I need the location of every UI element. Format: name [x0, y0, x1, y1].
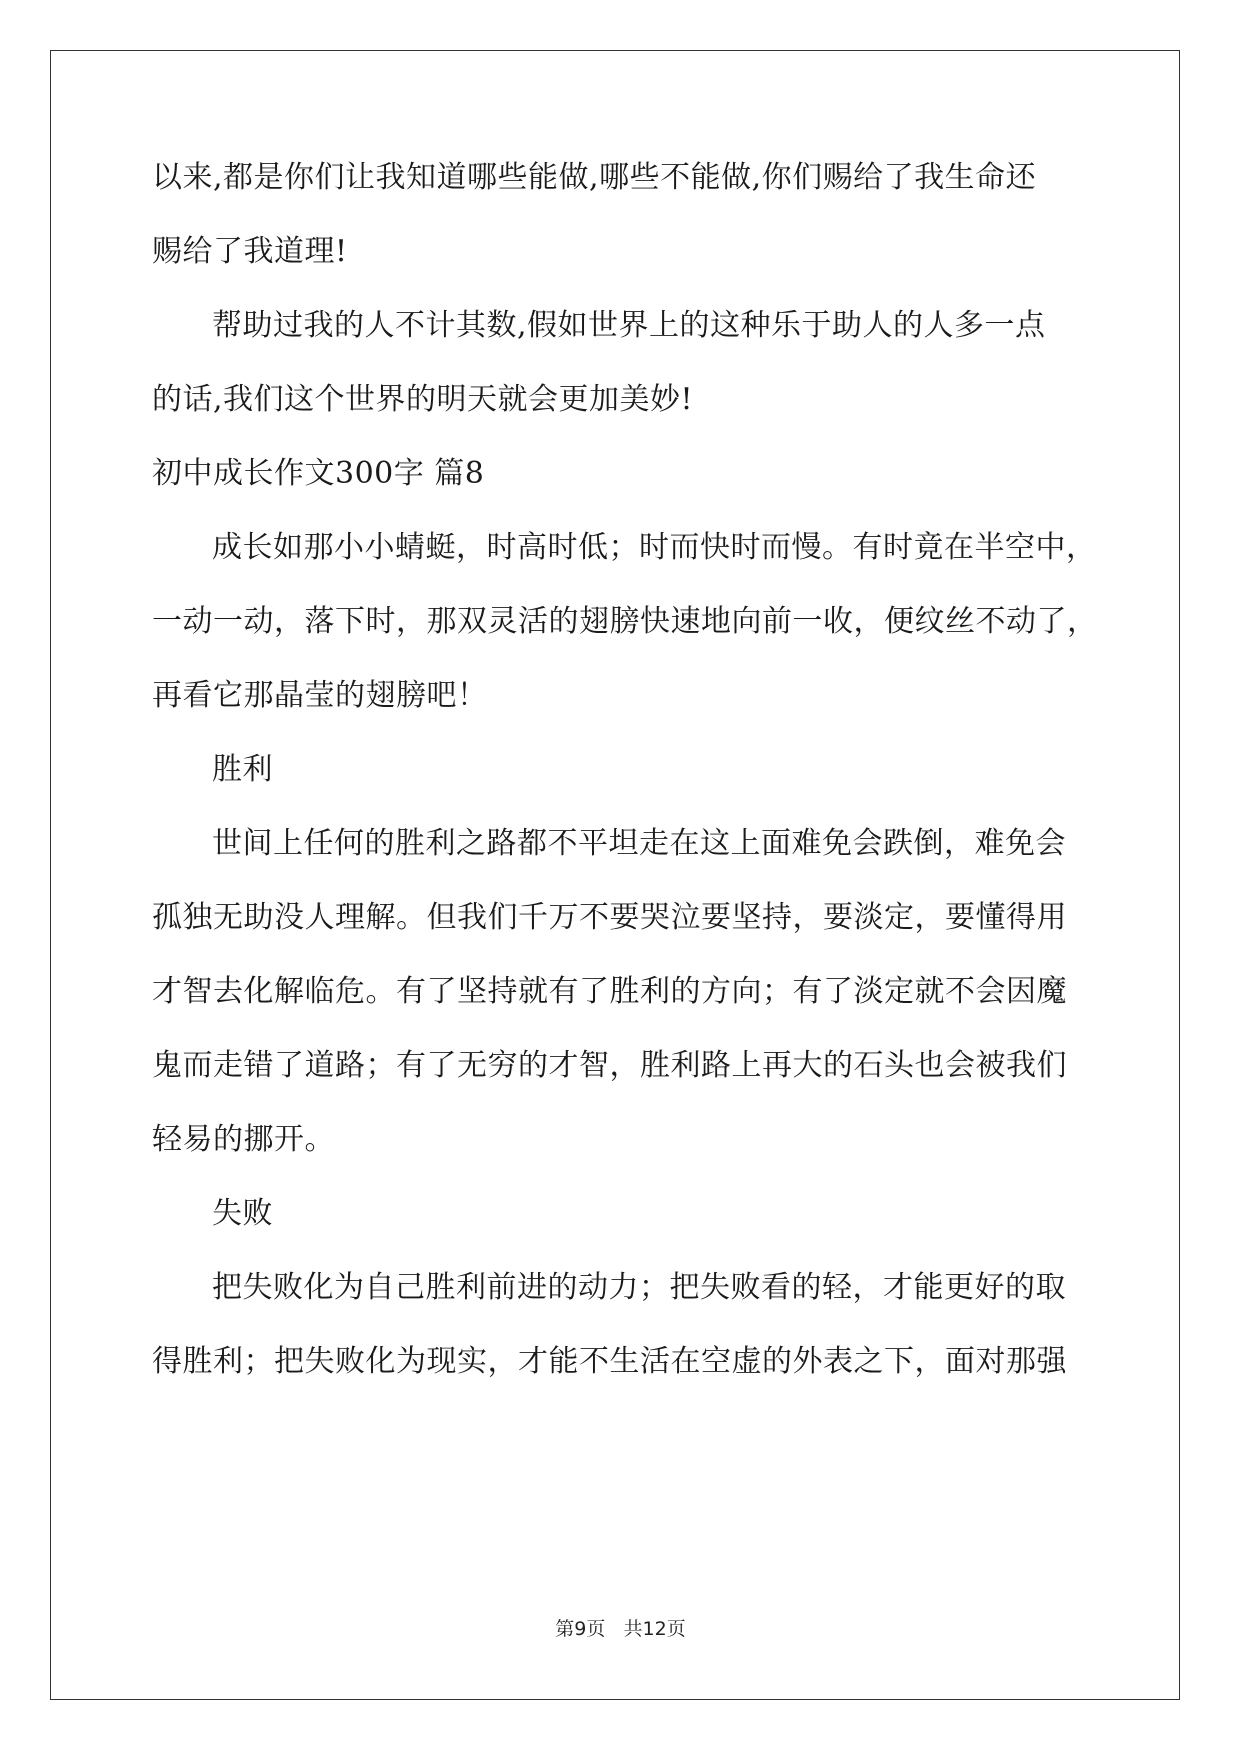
- text-line: 以来,都是你们让我知道哪些能做,哪些不能做,你们赐给了我生命还: [152, 160, 1037, 195]
- footer-page-word: 页: [586, 1618, 606, 1640]
- text-line: 再看它那晶莹的翅膀吧！: [152, 678, 488, 713]
- paragraph-start-line: 帮助过我的人不计其数,假如世界上的这种乐于助人的人多一点: [212, 308, 1046, 343]
- current-page-number: 9: [574, 1618, 587, 1640]
- text-line: 的话,我们这个世界的明天就会更加美妙!: [152, 382, 694, 417]
- text-line: 得胜利；把失败化为现实，才能不生活在空虚的外表之下，面对那强: [152, 1344, 1067, 1379]
- page-footer: [0, 1617, 1241, 1641]
- subheading-failure: 失败: [212, 1196, 273, 1231]
- footer-total-prefix: 共: [623, 1618, 643, 1640]
- footer-total-suffix: 页: [666, 1618, 686, 1640]
- paragraph-start-line: 世间上任何的胜利之路都不平坦走在这上面难免会跌倒，难免会: [212, 826, 1066, 861]
- text-line: 一动一动，落下时，那双灵活的翅膀快速地向前一收，便纹丝不动了，: [152, 604, 1098, 639]
- paragraph-start-line: 把失败化为自己胜利前进的动力；把失败看的轻，才能更好的取: [212, 1270, 1066, 1305]
- section-heading: 初中成长作文300字 篇8: [152, 456, 485, 491]
- text-line: 鬼而走错了道路；有了无穷的才智，胜利路上再大的石头也会被我们: [152, 1048, 1067, 1083]
- text-line: 轻易的挪开。: [152, 1122, 335, 1157]
- subheading-victory: 胜利: [212, 752, 273, 787]
- page-border: [50, 50, 1180, 1700]
- paragraph-start-line: 成长如那小小蜻蜓，时高时低；时而快时而慢。有时竟在半空中，: [212, 530, 1097, 565]
- footer-prefix: 第: [555, 1618, 575, 1640]
- total-page-count: 12: [642, 1618, 667, 1640]
- text-line: 才智去化解临危。有了坚持就有了胜利的方向；有了淡定就不会因魔: [152, 974, 1067, 1009]
- text-line: 赐给了我道理!: [152, 234, 348, 269]
- text-line: 孤独无助没人理解。但我们千万不要哭泣要坚持，要淡定，要懂得用: [152, 900, 1067, 935]
